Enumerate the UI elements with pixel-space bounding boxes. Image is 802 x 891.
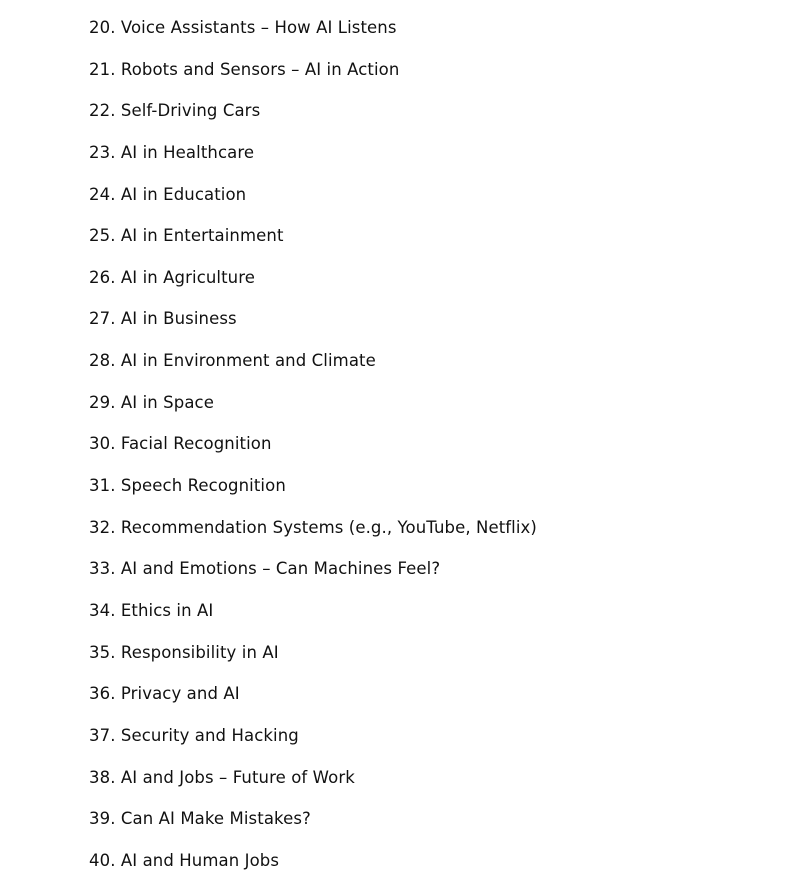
list-item: 21. Robots and Sensors – AI in Action [89,59,400,79]
list-item: 25. AI in Entertainment [89,226,284,246]
list-item: 35. Responsibility in AI [89,642,279,662]
list-item: 36. Privacy and AI [89,684,240,704]
topic-list [89,17,537,891]
list-item: 39. Can AI Make Mistakes? [89,809,311,829]
list-item: 22. Self-Driving Cars [89,101,261,121]
list-item: 31. Speech Recognition [89,476,286,496]
list-item: 29. AI in Space [89,392,214,412]
list-item: 28. AI in Environment and Climate [89,351,376,371]
list-item: 24. AI in Education [89,184,247,204]
list-item: 30. Facial Recognition [89,434,272,454]
list-item: 37. Security and Hacking [89,725,299,745]
list-item: 26. AI in Agriculture [89,267,256,287]
list-item: 38. AI and Jobs – Future of Work [89,767,355,787]
list-item: 23. AI in Healthcare [89,142,255,162]
list-item: 27. AI in Business [89,309,237,329]
list-item: 20. Voice Assistants – How AI Listens [89,18,397,37]
list-item: 40. AI and Human Jobs [89,850,280,870]
list-item: 33. AI and Emotions – Can Machines Feel? [89,559,441,579]
list-item: 34. Ethics in AI [89,600,214,620]
list-item: 32. Recommendation Systems (e.g., YouTube, Netflix) [89,517,537,537]
